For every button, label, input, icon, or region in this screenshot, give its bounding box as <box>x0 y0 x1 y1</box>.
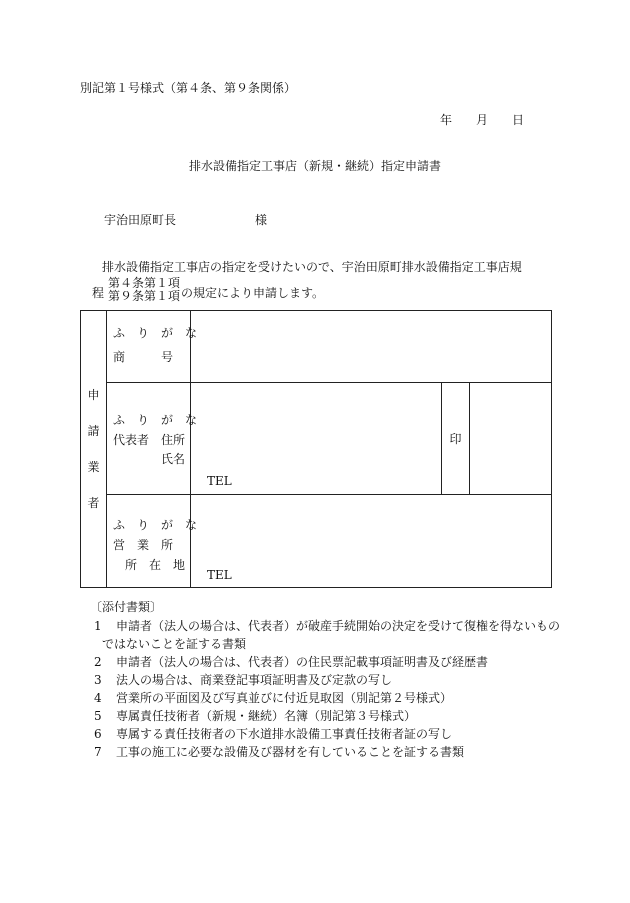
attachment-text: 専属責任技術者（新規・継続）名簿（別記第３号様式） <box>116 709 417 723</box>
side-char-4: 者 <box>87 496 100 510</box>
applicant-side-label <box>81 311 107 588</box>
attachment-number: 5 <box>94 709 102 723</box>
intro-rest: の規定により申請します。 <box>181 286 325 300</box>
attachment-item <box>94 725 564 743</box>
date-month: 月 <box>476 113 489 127</box>
seal-cell <box>441 383 469 495</box>
office-label: 営 業 所 <box>113 538 174 552</box>
side-char-2: 請 <box>87 424 100 438</box>
intro-line-2 <box>80 277 500 307</box>
attachment-number: 4 <box>94 691 102 705</box>
office-label-cell <box>107 495 198 588</box>
attachment-number: 7 <box>94 745 102 759</box>
attachments-heading: 〔添付書類〕 <box>90 600 163 614</box>
attachment-text: 申請者（法人の場合は、代表者）が破産手続開始の決定を受けて復権を得ないもの <box>116 619 561 633</box>
page-title: 排水設備指定工事店（新規・継続）指定申請書 <box>188 159 441 173</box>
side-char-3: 業 <box>87 460 100 474</box>
date-day: 日 <box>512 113 525 127</box>
attachment-item <box>94 671 564 689</box>
form-number: 別記第１号様式（第４条、第９条関係） <box>80 81 297 95</box>
attachment-item <box>94 707 564 725</box>
attachment-text-continuation: ではないことを証する書類 <box>102 637 247 651</box>
representative-address-label: 代表者 住所 <box>113 433 186 447</box>
intro-ryo: 程 <box>92 286 105 300</box>
attachment-item <box>94 653 564 671</box>
side-char-1: 申 <box>87 388 100 402</box>
attachment-number: 1 <box>94 619 102 633</box>
intro-clause-b: 第９条第１項 <box>108 289 181 303</box>
attachment-text: 営業所の平面図及び写真並びに付近見取図（別記第２号様式） <box>116 691 453 705</box>
attachment-item-continuation <box>94 635 564 653</box>
attachment-text: 法人の場合は、商業登記事項証明書及び定款の写し <box>116 673 393 687</box>
date-line <box>440 114 524 126</box>
signature-field[interactable] <box>469 383 551 495</box>
attachments-list <box>94 617 564 761</box>
representative-tel-label: TEL <box>207 474 232 488</box>
office-field[interactable] <box>191 495 552 588</box>
applicant-table <box>80 310 552 588</box>
trade-name-furigana: ふ り が な <box>113 326 198 340</box>
date-year: 年 <box>440 113 453 127</box>
trade-name-label: 商 号 <box>113 350 174 364</box>
representative-furigana: ふ り が な <box>113 413 198 427</box>
representative-name-label: 氏名 <box>161 452 186 466</box>
attachment-number: 2 <box>94 655 102 669</box>
trade-name-label-cell <box>107 311 198 383</box>
intro-line-1: 排水設備指定工事店の指定を受けたいので、宇治田原町排水設備指定工事店規 <box>102 260 522 274</box>
intro-clause-stack <box>108 277 180 303</box>
attachment-number: 6 <box>94 727 102 741</box>
attachment-number: 3 <box>94 673 102 687</box>
seal-mark: 印 <box>449 432 462 446</box>
attachment-item <box>94 617 564 635</box>
office-furigana: ふ り が な <box>113 518 198 532</box>
intro-clause-a: 第４条第１項 <box>108 276 181 290</box>
attachment-item <box>94 689 564 707</box>
addressee-honorific: 様 <box>255 213 268 227</box>
attachment-text: 専属する責任技術者の下水道排水設備工事責任技術者証の写し <box>116 727 453 741</box>
attachment-text: 申請者（法人の場合は、代表者）の住民票記載事項証明書及び経歴書 <box>116 655 489 669</box>
representative-label-cell <box>107 383 198 495</box>
addressee-name: 宇治田原町長 <box>104 213 177 227</box>
office-tel-label: TEL <box>207 568 232 582</box>
trade-name-field[interactable] <box>191 311 552 383</box>
representative-field[interactable] <box>191 383 442 495</box>
attachment-item <box>94 743 564 761</box>
attachment-text: 工事の施工に必要な設備及び器材を有していることを証する書類 <box>116 745 465 759</box>
office-location-label: 所 在 地 <box>125 558 186 572</box>
